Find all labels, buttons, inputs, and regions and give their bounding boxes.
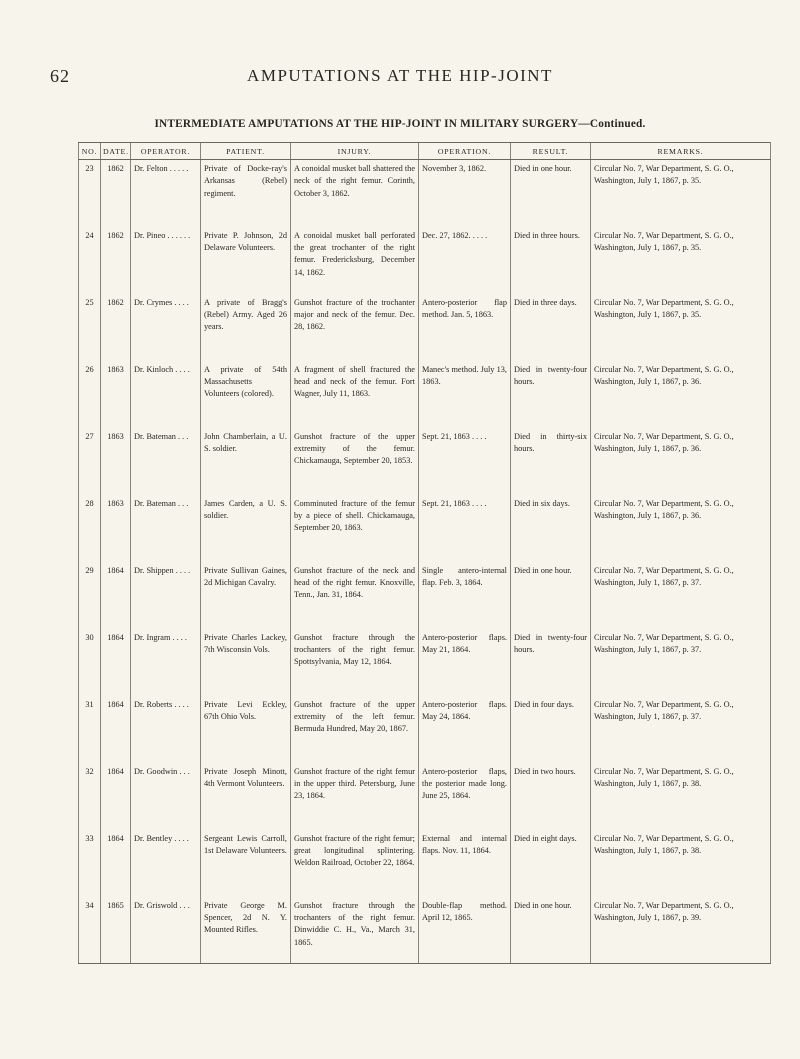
case-result: Died in one hour. [511,562,591,629]
case-operation: Double-flap method. April 12, 1865. [419,897,511,964]
column-header-date: DATE. [101,143,131,160]
case-operation: Antero-posterior flaps, the posterior made long. June 25, 1864. [419,763,511,830]
case-patient: Private Charles Lackey, 7th Wisconsin Vols. [201,629,291,696]
case-date: 1864 [101,830,131,897]
table-row [79,294,771,361]
case-result: Died in thirty-six hours. [511,428,591,495]
case-injury: Gunshot fracture through the trochanters of the right femur. Dinwiddie C. H., Va., March 31, 1865. [291,897,419,964]
case-patient: John Chamberlain, a U. S. soldier. [201,428,291,495]
case-result: Died in twenty-four hours. [511,361,591,428]
case-number: 26 [79,361,101,428]
case-patient: James Carden, a U. S. soldier. [201,495,291,562]
case-remarks: Circular No. 7, War Department, S. G. O., Washington, July 1, 1867, p. 35. [591,160,771,227]
case-date: 1864 [101,562,131,629]
table-row [79,696,771,763]
case-operation: Dec. 27, 1862. . . . . [419,227,511,294]
table-row [79,897,771,964]
case-operator: Dr. Bateman . . . [131,495,201,562]
case-number: 27 [79,428,101,495]
case-date: 1863 [101,495,131,562]
case-operator: Dr. Griswold . . . [131,897,201,964]
table-row [79,428,771,495]
case-number: 29 [79,562,101,629]
page-number: 62 [50,66,70,86]
case-remarks: Circular No. 7, War Department, S. G. O., Washington, July 1, 1867, p. 37. [591,562,771,629]
case-injury: Gunshot fracture of the right femur; great longitudinal splintering. Weldon Railroad, October 22, 1864. [291,830,419,897]
case-injury: A conoidal musket ball shattered the neck of the right femur. Corinth, October 3, 1862. [291,160,419,227]
case-injury: Gunshot fracture of the neck and head of the right femur. Knoxville, Tenn., Jan. 31, 1864. [291,562,419,629]
case-number: 28 [79,495,101,562]
column-header-no: NO. [79,143,101,160]
case-number: 25 [79,294,101,361]
case-remarks: Circular No. 7, War Department, S. G. O., Washington, July 1, 1867, p. 38. [591,830,771,897]
case-result: Died in one hour. [511,897,591,964]
case-result: Died in three days. [511,294,591,361]
case-patient: A private of 54th Massachusetts Volunteers (colored). [201,361,291,428]
case-number: 33 [79,830,101,897]
case-operation: Sept. 21, 1863 . . . . [419,495,511,562]
case-injury: Gunshot fracture of the upper extremity of the femur. Chickamauga, September 20, 1853. [291,428,419,495]
case-patient: Private Sullivan Gaines, 2d Michigan Cavalry. [201,562,291,629]
case-number: 30 [79,629,101,696]
case-date: 1863 [101,361,131,428]
table-row [79,629,771,696]
case-injury: Gunshot fracture of the upper extremity of the left femur. Bermuda Hundred, May 20, 1867. [291,696,419,763]
case-operation: November 3, 1862. [419,160,511,227]
case-injury: Comminuted fracture of the femur by a piece of shell. Chickamauga, September 20, 1863. [291,495,419,562]
case-remarks: Circular No. 7, War Department, S. G. O., Washington, July 1, 1867, p. 37. [591,629,771,696]
column-header-operator: OPERATOR. [131,143,201,160]
table-row [79,495,771,562]
amputation-cases-table [78,142,771,964]
case-remarks: Circular No. 7, War Department, S. G. O., Washington, July 1, 1867, p. 36. [591,495,771,562]
case-remarks: Circular No. 7, War Department, S. G. O., Washington, July 1, 1867, p. 39. [591,897,771,964]
case-injury: Gunshot fracture through the trochanters of the right femur. Spottsylvania, May 12, 1864. [291,629,419,696]
case-result: Died in twenty-four hours. [511,629,591,696]
case-patient: A private of Bragg's (Rebel) Army. Aged 26 years. [201,294,291,361]
column-header-result: RESULT. [511,143,591,160]
case-operator: Dr. Roberts . . . . [131,696,201,763]
case-patient: Private P. Johnson, 2d Delaware Volunteers. [201,227,291,294]
case-number: 24 [79,227,101,294]
running-head [0,66,800,88]
case-number: 23 [79,160,101,227]
case-injury: A fragment of shell fractured the head and neck of the femur. Fort Wagner, July 11, 1863. [291,361,419,428]
table-row [79,160,771,227]
case-operator: Dr. Crymes . . . . [131,294,201,361]
case-injury: Gunshot fracture of the trochanter major and neck of the femur. Dec. 28, 1862. [291,294,419,361]
case-patient: Private Levi Eckley, 67th Ohio Vols. [201,696,291,763]
case-result: Died in one hour. [511,160,591,227]
case-date: 1862 [101,160,131,227]
case-date: 1862 [101,294,131,361]
table-row [79,763,771,830]
case-date: 1865 [101,897,131,964]
case-operation: Antero-posterior flaps. May 21, 1864. [419,629,511,696]
case-result: Died in three hours. [511,227,591,294]
case-operator: Dr. Shippen . . . . [131,562,201,629]
table-row [79,361,771,428]
case-operator: Dr. Ingram . . . . [131,629,201,696]
case-operation: External and internal flaps. Nov. 11, 1864. [419,830,511,897]
case-date: 1864 [101,696,131,763]
case-patient: Private Joseph Minott, 4th Vermont Volunteers. [201,763,291,830]
column-header-operation: OPERATION. [419,143,511,160]
case-injury: Gunshot fracture of the right femur in the upper third. Petersburg, June 23, 1864. [291,763,419,830]
case-remarks: Circular No. 7, War Department, S. G. O., Washington, July 1, 1867, p. 37. [591,696,771,763]
case-date: 1864 [101,629,131,696]
case-operation: Manec's method. July 13, 1863. [419,361,511,428]
case-number: 34 [79,897,101,964]
case-result: Died in six days. [511,495,591,562]
case-result: Died in four days. [511,696,591,763]
case-operation: Antero-posterior flap method. Jan. 5, 1863. [419,294,511,361]
column-header-injury: INJURY. [291,143,419,160]
case-patient: Private of Docke-ray's Arkansas (Rebel) regiment. [201,160,291,227]
case-remarks: Circular No. 7, War Department, S. G. O., Washington, July 1, 1867, p. 35. [591,227,771,294]
table-row [79,562,771,629]
case-result: Died in eight days. [511,830,591,897]
case-patient: Sergeant Lewis Carroll, 1st Delaware Volunteers. [201,830,291,897]
case-operation: Single antero-internal flap. Feb. 3, 1864. [419,562,511,629]
case-number: 31 [79,696,101,763]
case-operation: Antero-posterior flaps. May 24, 1864. [419,696,511,763]
case-patient: Private George M. Spencer, 2d N. Y. Mounted Rifles. [201,897,291,964]
case-operator: Dr. Bateman . . . [131,428,201,495]
case-operator: Dr. Felton . . . . . [131,160,201,227]
case-number: 32 [79,763,101,830]
case-remarks: Circular No. 7, War Department, S. G. O., Washington, July 1, 1867, p. 36. [591,428,771,495]
case-operator: Dr. Bentley . . . . [131,830,201,897]
column-header-patient: PATIENT. [201,143,291,160]
table-row [79,227,771,294]
case-remarks: Circular No. 7, War Department, S. G. O., Washington, July 1, 1867, p. 38. [591,763,771,830]
table-row [79,830,771,897]
case-result: Died in two hours. [511,763,591,830]
case-operator: Dr. Goodwin . . . [131,763,201,830]
table-header [79,143,771,160]
case-operator: Dr. Kinloch . . . . [131,361,201,428]
case-date: 1863 [101,428,131,495]
case-remarks: Circular No. 7, War Department, S. G. O., Washington, July 1, 1867, p. 36. [591,361,771,428]
table-body [79,160,771,964]
case-remarks: Circular No. 7, War Department, S. G. O., Washington, July 1, 1867, p. 35. [591,294,771,361]
case-operator: Dr. Pineo . . . . . . [131,227,201,294]
running-head-title: AMPUTATIONS AT THE HIP-JOINT [247,66,553,85]
case-injury: A conoidal musket ball perforated the great trochanter of the right femur. Fredericksburg, December 14, 1862. [291,227,419,294]
table-title: INTERMEDIATE AMPUTATIONS AT THE HIP-JOINT IN MILITARY SURGERY—Continued. [154,118,646,130]
case-date: 1862 [101,227,131,294]
column-header-remarks: REMARKS. [591,143,771,160]
case-date: 1864 [101,763,131,830]
case-operation: Sept. 21, 1863 . . . . [419,428,511,495]
